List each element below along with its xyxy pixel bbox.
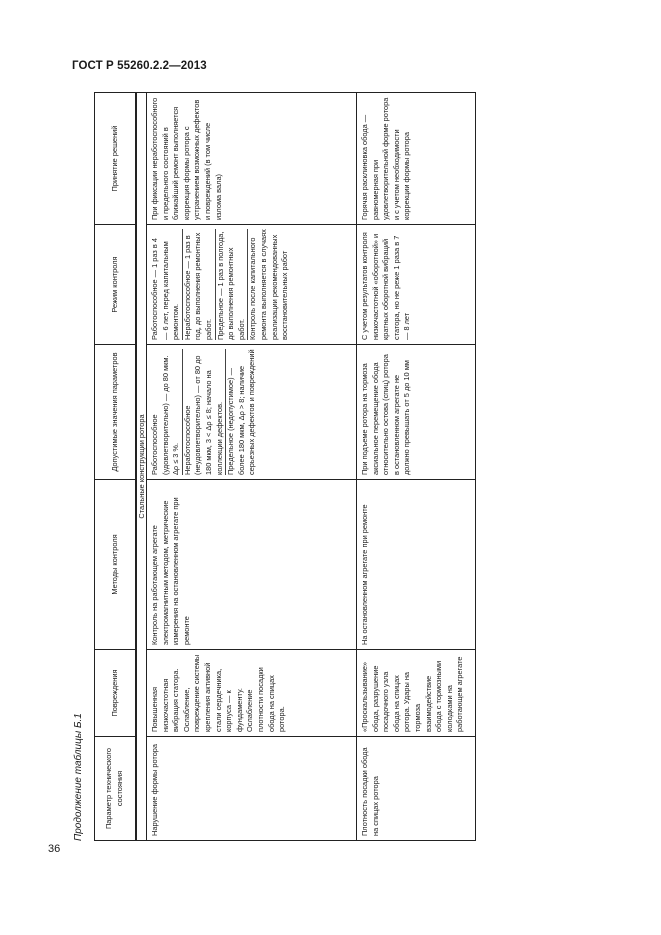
- conditions-table: [94, 92, 476, 841]
- limit-item: Работоспособное (удовлетворительно) — до 80 мкм. Δρ ≤ 3 %.: [150, 349, 183, 475]
- column-header-mode: Режим контроля: [95, 225, 136, 345]
- cell-parameter: Нарушение формы ротора: [147, 737, 357, 841]
- column-header-damage: Повреждения: [95, 650, 136, 737]
- mode-item: Предельное — 1 раз в полгода, до выполнения ремонтных работ.: [216, 229, 249, 340]
- mode-item: Работоспособное — 1 раз в 4 — 6 лет, перед капитальным ремонтом.: [150, 229, 183, 340]
- mode-item: С учетом результатов контроля низкочастотной «оборотной» и кратных оборотной вибраций статора, но не реже 1 раза в 7 — 8 лет: [360, 232, 412, 340]
- limit-item: Неработоспособное (неудовлетворительно) — от 80 до 180 мкм, 3 < Δρ ≤ 8; начало на коллекции дефектов.: [183, 349, 226, 475]
- cell-limits: [357, 345, 476, 480]
- table-caption: Продолжение таблицы Б.1: [73, 713, 84, 841]
- column-header-limits: Допустимые значения параметров: [95, 345, 136, 480]
- limit-item: При подъеме ротора на тормоза аксиальное перемещение обода относительно остова (спиц) ротора в остановленном агрегате не должно превышать от 5 до 10 мм: [360, 354, 412, 475]
- table-row: [147, 93, 357, 841]
- table-header-row: [95, 93, 136, 841]
- cell-mode: [357, 225, 476, 345]
- cell-mode: [147, 225, 357, 345]
- page-number: 36: [48, 843, 61, 855]
- rotated-table-area: [73, 93, 476, 841]
- cell-decision: При фиксации неработоспособного и предельного состояний в ближайший ремонт выполняется коррекция формы ротора с устранением возможных дефектов и повреждений (в том числе излома вала): [147, 93, 357, 225]
- cell-parameter: Плотность посадки обода на спицах ротора: [357, 737, 476, 841]
- document-header: ГОСТ Р 55260.2.2—2013: [72, 60, 207, 72]
- cell-damage: «Проскальзывание» обода, разрушение посадочного узла обода на спицах ротора. Удары на тормоза взаимодействие обода с тормозными колодками на работающем агрегате: [357, 650, 476, 737]
- cell-decision: Горячая расклиновка обода — равномерная при удовлетворительной форме ротора и с учетом необходимости коррекции формы ротора: [357, 93, 476, 225]
- column-header-parameter: Параметр технического состояния: [95, 737, 136, 841]
- limit-item: Предельное (недопустимое) — более 180 мкм, Δρ > 8; наличие серьезных дефектов и повреждений: [226, 349, 257, 475]
- cell-limits: [147, 345, 357, 480]
- mode-item: Неработоспособное — 1 раз в год, до выполнения ремонтных работ.: [183, 229, 216, 340]
- rotated-table-content: [73, 93, 476, 841]
- table-row: [357, 93, 476, 841]
- cell-methods: На остановленном агрегате при ремонте: [357, 480, 476, 650]
- cell-methods: Контроль на работающем агрегате электромагнитным методом, метрические измерения на остановленном агрегате при ремонте: [147, 480, 357, 650]
- mode-item: Контроль после капитального ремонта выполняется в случаях реализации рекомендованных восстановительных работ: [248, 229, 290, 340]
- column-header-decision: Принятие решений: [95, 93, 136, 225]
- column-header-methods: Методы контроля: [95, 480, 136, 650]
- section-row: [137, 93, 147, 841]
- section-title: Стальные конструкции ротора: [137, 93, 147, 841]
- cell-damage: Повышенная низкочастотная вибрация статора. Ослабление, повреждение системы крепления активной стали сердечника, корпуса — к фундаменту. Ослабление плотности посадки обода на спицах ротора.: [147, 650, 357, 737]
